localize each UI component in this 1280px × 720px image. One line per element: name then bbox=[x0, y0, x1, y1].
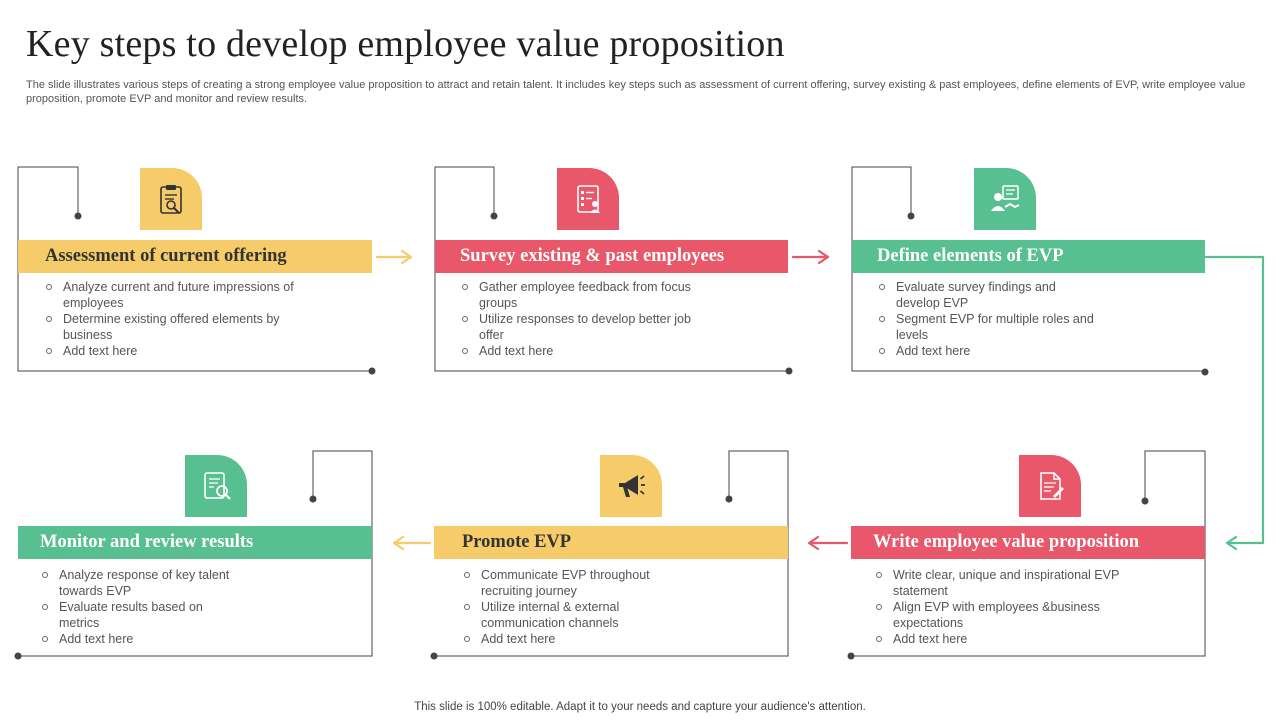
document-pen-icon bbox=[1033, 469, 1067, 503]
step-2-bullets bbox=[461, 279, 696, 359]
step-2-heading: Survey existing & past employees bbox=[435, 240, 788, 273]
slide-subtitle: The slide illustrates various steps of creating a strong employee value proposition to attract and retain talent. It includes key steps such as assessment of current offering, survey existing & past employees, define elements of EVP, write employee value proposition, promote EVP and monitor and review results. bbox=[26, 79, 1246, 105]
list-item: Communicate EVP throughout recruiting journey bbox=[463, 567, 698, 599]
list-item: Evaluate survey findings and develop EVP bbox=[878, 279, 1098, 311]
step-4-heading: Write employee value proposition bbox=[851, 526, 1205, 559]
slide-title: Key steps to develop employee value proposition bbox=[26, 23, 785, 65]
list-item: Gather employee feedback from focus groups bbox=[461, 279, 696, 311]
list-item: Add text here bbox=[878, 343, 1098, 359]
step-6-bullets bbox=[41, 567, 241, 647]
list-item: Add text here bbox=[461, 343, 696, 359]
megaphone-icon bbox=[614, 469, 648, 503]
arrow-right-2 bbox=[793, 251, 828, 263]
step-5-icon-tile bbox=[600, 455, 662, 517]
slide-footer: This slide is 100% editable. Adapt it to your needs and capture your audience's attention. bbox=[414, 701, 866, 713]
step-1-icon-tile bbox=[140, 168, 202, 230]
report-magnifier-icon bbox=[199, 469, 233, 503]
arrow-down-connector bbox=[1206, 257, 1263, 549]
step-3-bullets bbox=[878, 279, 1098, 359]
list-item: Utilize internal & external communication channels bbox=[463, 599, 698, 631]
step-5-bullets bbox=[463, 567, 698, 647]
step-3-heading: Define elements of EVP bbox=[852, 240, 1205, 273]
list-item: Analyze current and future impressions of employees bbox=[45, 279, 320, 311]
list-item: Add text here bbox=[45, 343, 320, 359]
list-item: Evaluate results based on metrics bbox=[41, 599, 241, 631]
list-item: Analyze response of key talent towards EVP bbox=[41, 567, 241, 599]
list-item: Segment EVP for multiple roles and levels bbox=[878, 311, 1098, 343]
step-4-icon-tile bbox=[1019, 455, 1081, 517]
step-1-bullets bbox=[45, 279, 320, 359]
step-2-icon-tile bbox=[557, 168, 619, 230]
list-item: Write clear, unique and inspirational EVP statement bbox=[875, 567, 1120, 599]
step-1-heading: Assessment of current offering bbox=[18, 240, 372, 273]
survey-document-icon bbox=[571, 182, 605, 216]
handshake-document-icon bbox=[988, 182, 1022, 216]
arrow-right-1 bbox=[377, 251, 411, 263]
list-item: Add text here bbox=[463, 631, 698, 647]
step-4-bullets bbox=[875, 567, 1120, 647]
list-item: Add text here bbox=[875, 631, 1120, 647]
list-item: Utilize responses to develop better job offer bbox=[461, 311, 696, 343]
list-item: Determine existing offered elements by business bbox=[45, 311, 320, 343]
list-item: Align EVP with employees &business expectations bbox=[875, 599, 1120, 631]
step-6-icon-tile bbox=[185, 455, 247, 517]
arrow-left-4 bbox=[809, 537, 847, 549]
step-3-icon-tile bbox=[974, 168, 1036, 230]
clipboard-search-icon bbox=[154, 182, 188, 216]
step-5-heading: Promote EVP bbox=[434, 526, 788, 559]
arrow-left-5 bbox=[394, 537, 430, 549]
list-item: Add text here bbox=[41, 631, 241, 647]
step-6-heading: Monitor and review results bbox=[18, 526, 372, 559]
